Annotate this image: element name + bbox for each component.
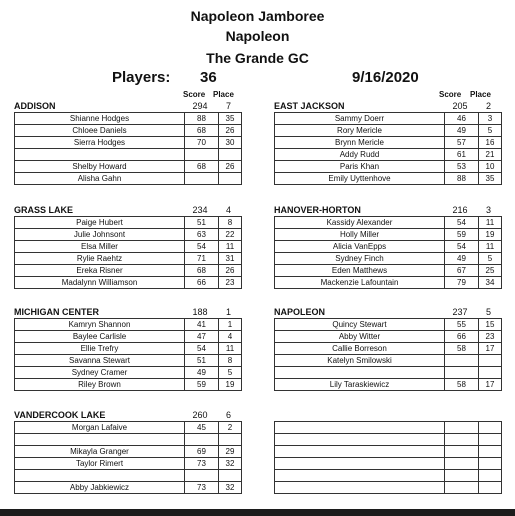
team-header	[14, 410, 240, 421]
player-place	[479, 434, 502, 446]
player-place: 11	[479, 217, 502, 229]
player-place: 8	[219, 355, 242, 367]
player-name: Ereka Risner	[15, 265, 185, 277]
team-score: 205	[452, 101, 468, 111]
team-block	[14, 307, 240, 391]
team-name: EAST JACKSON	[274, 101, 345, 111]
player-place: 26	[219, 125, 242, 137]
player-row	[275, 446, 502, 458]
player-name	[15, 434, 185, 446]
player-name	[15, 470, 185, 482]
player-row	[275, 331, 502, 343]
player-row	[15, 161, 242, 173]
score-column-header: Score	[439, 90, 462, 99]
player-table	[14, 216, 242, 289]
player-name: Shelby Howard	[15, 161, 185, 173]
team-name: NAPOLEON	[274, 307, 326, 317]
player-place: 17	[479, 379, 502, 391]
player-row	[15, 331, 242, 343]
team-block	[274, 307, 500, 391]
player-table	[14, 112, 242, 185]
player-place: 31	[219, 253, 242, 265]
player-score: 73	[185, 482, 219, 494]
player-score: 51	[185, 217, 219, 229]
player-name	[275, 422, 445, 434]
player-place	[479, 355, 502, 367]
team-header	[274, 205, 500, 216]
player-place: 16	[479, 137, 502, 149]
player-name	[275, 446, 445, 458]
player-row	[275, 277, 502, 289]
player-place	[479, 470, 502, 482]
player-row	[15, 173, 242, 185]
player-place: 29	[219, 446, 242, 458]
player-score: 66	[185, 277, 219, 289]
player-score: 47	[185, 331, 219, 343]
player-place: 8	[219, 217, 242, 229]
player-score: 66	[445, 331, 479, 343]
player-name: Mackenzie Lafountain	[275, 277, 445, 289]
team-score: 260	[192, 410, 208, 420]
player-score	[445, 434, 479, 446]
player-row	[15, 125, 242, 137]
player-place: 23	[219, 277, 242, 289]
team-score: 237	[452, 307, 468, 317]
event-title: Napoleon Jamboree	[190, 8, 325, 24]
player-name: Ellie Trefry	[15, 343, 185, 355]
team-place: 5	[485, 307, 491, 317]
player-row	[275, 161, 502, 173]
player-row	[275, 343, 502, 355]
player-name	[275, 458, 445, 470]
event-date: 9/16/2020	[352, 69, 419, 86]
team-header	[14, 205, 240, 216]
player-name: Emily Uyttenhove	[275, 173, 445, 185]
team-block	[274, 101, 500, 185]
player-name: Kassidy Alexander	[275, 217, 445, 229]
team-name: ADDISON	[14, 101, 56, 111]
course-name: The Grande GC	[206, 50, 309, 66]
player-score: 68	[185, 161, 219, 173]
player-row	[15, 482, 242, 494]
player-score: 54	[185, 241, 219, 253]
player-score: 49	[185, 367, 219, 379]
player-row	[275, 173, 502, 185]
player-score: 61	[445, 149, 479, 161]
player-score: 57	[445, 137, 479, 149]
player-name: Addy Rudd	[275, 149, 445, 161]
player-name: Quincy Stewart	[275, 319, 445, 331]
team-place: 4	[225, 205, 231, 215]
player-score: 53	[445, 161, 479, 173]
player-row	[15, 253, 242, 265]
player-place	[219, 149, 242, 161]
player-name: Chloee Daniels	[15, 125, 185, 137]
team-header	[14, 101, 240, 112]
player-row	[15, 319, 242, 331]
player-score: 67	[445, 265, 479, 277]
player-score	[185, 470, 219, 482]
player-row	[15, 355, 242, 367]
player-place	[479, 458, 502, 470]
player-row	[15, 137, 242, 149]
team-block	[14, 205, 240, 289]
player-score: 58	[445, 343, 479, 355]
player-place: 22	[219, 229, 242, 241]
player-row	[15, 343, 242, 355]
player-place: 30	[219, 137, 242, 149]
player-score: 49	[445, 253, 479, 265]
player-row	[275, 137, 502, 149]
player-place: 25	[479, 265, 502, 277]
player-row	[15, 265, 242, 277]
player-name: Holly Miller	[275, 229, 445, 241]
team-name: HANOVER-HORTON	[274, 205, 361, 215]
team-place: 2	[485, 101, 491, 111]
player-score: 59	[185, 379, 219, 391]
player-table	[274, 318, 502, 391]
team-score: 188	[192, 307, 208, 317]
player-score: 54	[445, 241, 479, 253]
player-row	[15, 446, 242, 458]
player-score	[445, 470, 479, 482]
player-name: Kamryn Shannon	[15, 319, 185, 331]
player-place: 32	[219, 482, 242, 494]
player-place	[479, 446, 502, 458]
player-name	[275, 482, 445, 494]
player-score: 45	[185, 422, 219, 434]
team-place: 6	[225, 410, 231, 420]
player-row	[275, 355, 502, 367]
bottom-bar	[0, 509, 515, 516]
player-row	[275, 113, 502, 125]
team-header	[14, 307, 240, 318]
player-place: 5	[479, 125, 502, 137]
player-name: Savanna Stewart	[15, 355, 185, 367]
player-place	[219, 470, 242, 482]
player-score: 79	[445, 277, 479, 289]
player-row	[275, 422, 502, 434]
player-name: Taylor Rimert	[15, 458, 185, 470]
player-name: Riley Brown	[15, 379, 185, 391]
player-name	[275, 434, 445, 446]
team-header	[274, 101, 500, 112]
player-score: 69	[185, 446, 219, 458]
player-row	[275, 229, 502, 241]
player-place: 5	[219, 367, 242, 379]
players-count: 36	[200, 69, 217, 86]
player-score	[185, 173, 219, 185]
player-score	[445, 367, 479, 379]
player-score	[445, 446, 479, 458]
player-name: Abby Jabkiewicz	[15, 482, 185, 494]
team-name: MICHIGAN CENTER	[14, 307, 99, 317]
team-score: 294	[192, 101, 208, 111]
player-name: Sydney Cramer	[15, 367, 185, 379]
player-place: 11	[219, 343, 242, 355]
player-row	[275, 253, 502, 265]
player-place: 26	[219, 265, 242, 277]
team-place: 3	[485, 205, 491, 215]
player-row	[275, 434, 502, 446]
player-name: Brynn Mericle	[275, 137, 445, 149]
player-table	[274, 216, 502, 289]
player-place: 3	[479, 113, 502, 125]
score-column-header: Score	[183, 90, 206, 99]
player-place: 26	[219, 161, 242, 173]
player-score: 88	[185, 113, 219, 125]
player-row	[15, 229, 242, 241]
player-name: Sydney Finch	[275, 253, 445, 265]
player-row	[275, 470, 502, 482]
team-score: 234	[192, 205, 208, 215]
player-table	[14, 318, 242, 391]
team-place: 1	[225, 307, 231, 317]
player-name: Paige Hubert	[15, 217, 185, 229]
team-block	[14, 101, 240, 185]
host-school: Napoleon	[225, 28, 290, 44]
player-row	[15, 470, 242, 482]
player-table	[14, 421, 242, 494]
player-score: 49	[445, 125, 479, 137]
player-row	[15, 217, 242, 229]
player-name: Baylee Carlisle	[15, 331, 185, 343]
player-row	[15, 241, 242, 253]
team-score: 216	[452, 205, 468, 215]
player-score: 63	[185, 229, 219, 241]
player-score	[445, 355, 479, 367]
player-score	[185, 149, 219, 161]
place-column-header: Place	[470, 90, 491, 99]
player-name: Madalynn Williamson	[15, 277, 185, 289]
player-score	[445, 458, 479, 470]
player-name: Morgan Lafaive	[15, 422, 185, 434]
player-place: 35	[479, 173, 502, 185]
player-table	[274, 112, 502, 185]
player-score: 59	[445, 229, 479, 241]
player-place: 11	[479, 241, 502, 253]
team-header	[274, 307, 500, 318]
player-place	[219, 173, 242, 185]
player-name: Paris Khan	[275, 161, 445, 173]
player-place: 19	[479, 229, 502, 241]
player-score: 71	[185, 253, 219, 265]
player-row	[15, 113, 242, 125]
player-score	[445, 422, 479, 434]
player-row	[275, 319, 502, 331]
player-row	[275, 125, 502, 137]
player-score: 70	[185, 137, 219, 149]
player-row	[15, 149, 242, 161]
player-place: 17	[479, 343, 502, 355]
player-place: 5	[479, 253, 502, 265]
player-name: Elsa Miller	[15, 241, 185, 253]
player-name: Alisha Gahn	[15, 173, 185, 185]
player-name: Eden Matthews	[275, 265, 445, 277]
player-name	[275, 470, 445, 482]
team-place: 7	[225, 101, 231, 111]
player-name: Abby Witter	[275, 331, 445, 343]
player-name	[275, 367, 445, 379]
player-place: 32	[219, 458, 242, 470]
player-place: 35	[219, 113, 242, 125]
player-row	[15, 422, 242, 434]
player-name: Julie Johnsont	[15, 229, 185, 241]
player-name: Sierra Hodges	[15, 137, 185, 149]
player-place: 4	[219, 331, 242, 343]
player-name: Lily Taraskiewicz	[275, 379, 445, 391]
player-row	[275, 379, 502, 391]
player-place: 11	[219, 241, 242, 253]
player-place: 1	[219, 319, 242, 331]
player-score: 68	[185, 125, 219, 137]
player-score: 46	[445, 113, 479, 125]
player-score: 73	[185, 458, 219, 470]
player-name: Shianne Hodges	[15, 113, 185, 125]
player-row	[275, 241, 502, 253]
player-place	[219, 434, 242, 446]
team-header	[274, 410, 500, 421]
player-score: 54	[185, 343, 219, 355]
player-row	[275, 367, 502, 379]
team-block	[274, 410, 500, 494]
player-score: 51	[185, 355, 219, 367]
player-score: 41	[185, 319, 219, 331]
player-place: 34	[479, 277, 502, 289]
player-name: Callie Borreson	[275, 343, 445, 355]
player-name: Rory Mericle	[275, 125, 445, 137]
player-row	[275, 458, 502, 470]
player-name: Katelyn Smilowski	[275, 355, 445, 367]
player-row	[275, 149, 502, 161]
players-label: Players:	[112, 69, 171, 86]
player-row	[275, 482, 502, 494]
player-score: 54	[445, 217, 479, 229]
player-name: Mikayla Granger	[15, 446, 185, 458]
player-place: 15	[479, 319, 502, 331]
player-place	[479, 482, 502, 494]
player-score: 58	[445, 379, 479, 391]
player-table	[274, 421, 502, 494]
player-row	[15, 458, 242, 470]
player-row	[275, 217, 502, 229]
player-row	[15, 434, 242, 446]
player-score: 88	[445, 173, 479, 185]
place-column-header: Place	[213, 90, 234, 99]
player-place: 19	[219, 379, 242, 391]
player-place	[479, 422, 502, 434]
player-place	[479, 367, 502, 379]
player-row	[15, 367, 242, 379]
team-block	[274, 205, 500, 289]
player-name: Alicia VanEpps	[275, 241, 445, 253]
player-name	[15, 149, 185, 161]
player-score: 55	[445, 319, 479, 331]
player-name: Rylie Raehtz	[15, 253, 185, 265]
player-score	[445, 482, 479, 494]
player-place: 10	[479, 161, 502, 173]
player-place: 23	[479, 331, 502, 343]
team-block	[14, 410, 240, 494]
player-place: 21	[479, 149, 502, 161]
player-place: 2	[219, 422, 242, 434]
player-score	[185, 434, 219, 446]
team-name: GRASS LAKE	[14, 205, 74, 215]
player-row	[275, 265, 502, 277]
team-name: VANDERCOOK LAKE	[14, 410, 106, 420]
player-row	[15, 277, 242, 289]
player-score: 68	[185, 265, 219, 277]
player-row	[15, 379, 242, 391]
player-name: Sammy Doerr	[275, 113, 445, 125]
